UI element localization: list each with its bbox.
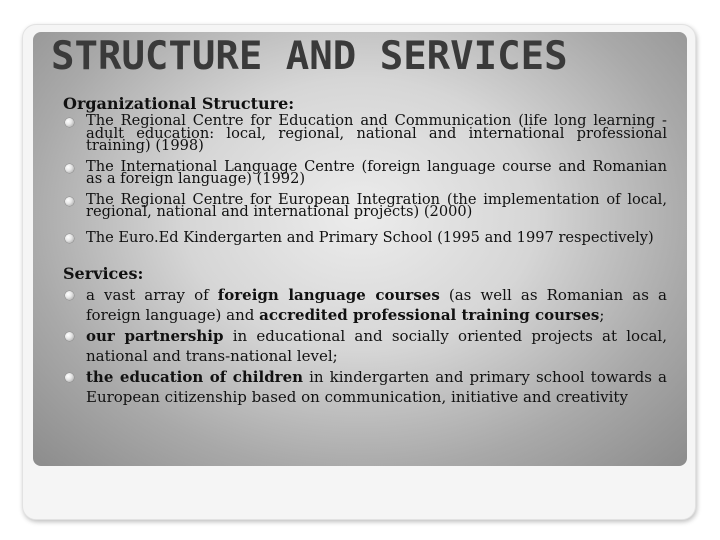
services-heading: Services: xyxy=(63,263,144,283)
slide-title: STRUCTURE AND SERVICES xyxy=(51,34,568,79)
list-item: a vast array of foreign language courses (as well as Romanian as a foreign language) and accredited professional training courses; xyxy=(63,285,667,325)
list-item: The Regional Centre for Education and Communication (life long learning - adult education: local, regional, national and international professional training) (1998) xyxy=(63,115,667,153)
organizational-structure-list xyxy=(63,112,667,248)
list-item: The Euro.Ed Kindergarten and Primary School (1995 and 1997 respectively) xyxy=(63,227,667,248)
bullet-icon xyxy=(65,291,74,300)
bullet-icon xyxy=(65,164,74,173)
list-item: The Regional Centre for European Integration (the implementation of local, regional, national and international projects) (2000) xyxy=(63,194,667,219)
list-item: The International Language Centre (foreign language course and Romanian as a foreign language) (1992) xyxy=(63,161,667,186)
slide-panel xyxy=(33,32,687,466)
list-item: our partnership in educational and socially oriented projects at local, national and trans-national level; xyxy=(63,326,667,366)
list-item: the education of children in kindergarten and primary school towards a European citizenship based on communication, initiative and creativity xyxy=(63,367,667,407)
bullet-icon xyxy=(65,118,74,127)
bullet-icon xyxy=(65,373,74,382)
organizational-structure-heading: Organizational Structure: xyxy=(63,94,295,113)
services-list xyxy=(63,285,667,407)
bullet-icon xyxy=(65,197,74,206)
bullet-icon xyxy=(65,332,74,341)
services-block xyxy=(63,264,667,407)
bullet-icon xyxy=(65,234,74,243)
slide-content xyxy=(63,94,667,408)
